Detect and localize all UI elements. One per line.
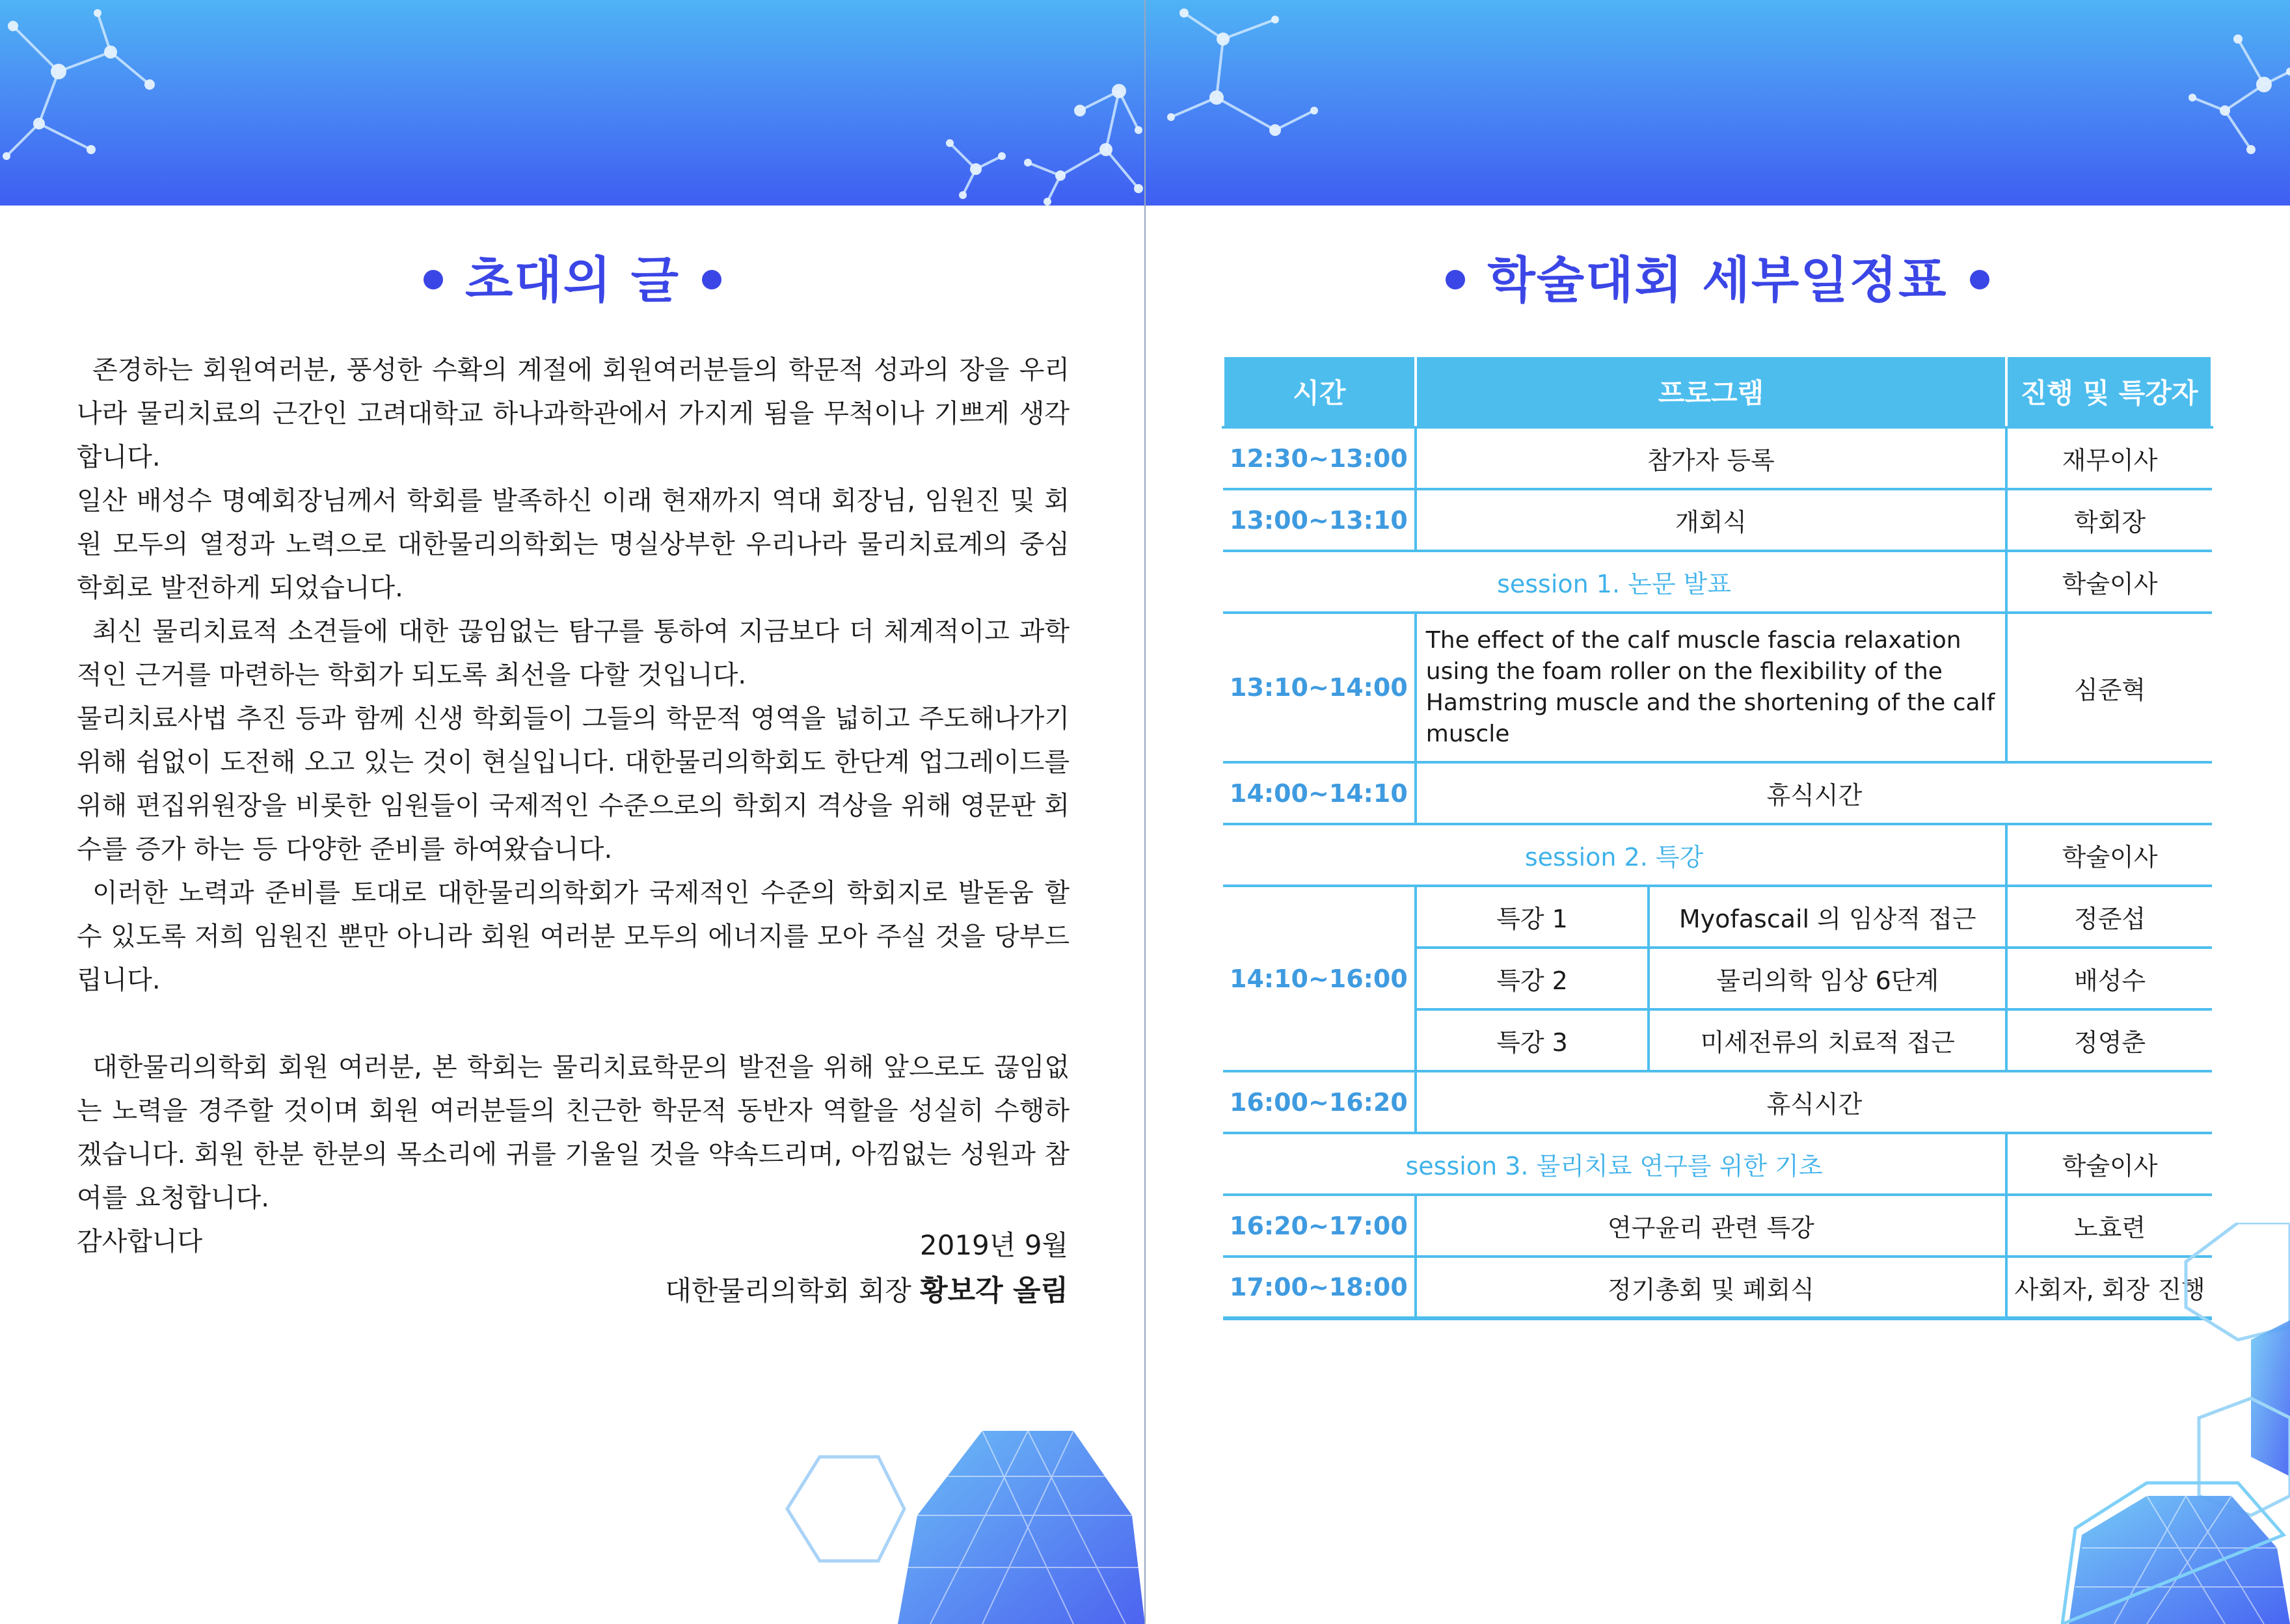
speaker-cell: 정영춘	[2006, 1009, 2212, 1071]
table-row	[1223, 762, 2212, 824]
session-row	[1223, 824, 2212, 886]
header-program: 프로그램	[1416, 356, 2006, 427]
table-row	[1223, 489, 2212, 551]
header-banner	[0, 0, 1145, 206]
speaker-cell: 심준혁	[2006, 613, 2212, 762]
schedule-title: 학술대회 세부일정표	[1145, 241, 2290, 312]
letter-paragraph: 이러한 노력과 준비를 토대로 대한물리의학회가 국제적인 수준의 학회지로 발돋움 할 수 있도록 저희 임원진 뿐만 아니라 회원 여러분 모두의 에너지를 모아 주실 것을 당부드립니다.	[77, 878, 1070, 995]
speaker-cell: 정준섭	[2006, 886, 2212, 948]
bullet-dot-icon	[1446, 270, 1465, 289]
molecule-network-decoration	[1145, 0, 2290, 206]
lecture-topic: 미세전류의 치료적 접근	[1649, 1009, 2006, 1071]
session-row	[1223, 551, 2212, 613]
letter-closing: 감사합니다	[77, 1227, 203, 1257]
bullet-dot-icon	[424, 270, 443, 289]
lecture-topic: 물리의학 임상 6단계	[1649, 948, 2006, 1009]
hexagon-decoration	[768, 1418, 1145, 1624]
right-page	[1145, 0, 2290, 1624]
letter-paragraph: 최신 물리치료적 소견들에 대한 끊임없는 탐구를 통하여 지금보다 더 체계적이고 과학적인 근거를 마련하는 학회가 되도록 최선을 다할 것입니다.	[77, 617, 1070, 690]
time-cell: 14:10~16:00	[1223, 886, 1416, 1071]
letter-paragraph: 존경하는 회원여러분, 풍성한 수확의 계절에 회원여러분들의 학문적 성과의 장을 우리나라 물리치료의 근간인 고려대학교 하나과학관에서 가지게 됨을 무척이나 기쁘게 생각합니다.	[77, 355, 1070, 472]
speaker-cell: 학술이사	[2006, 551, 2212, 613]
session-label: session 3. 물리치료 연구를 위한 기초	[1223, 1133, 2006, 1195]
program-cell: 휴식시간	[1416, 762, 2212, 824]
time-cell: 16:20~17:00	[1223, 1195, 1416, 1257]
lecture-topic: Myofascail 의 임상적 접근	[1649, 886, 2006, 948]
letter-paragraph: 대한물리의학회 회원 여러분, 본 학회는 물리치료학문의 발전을 위해 앞으로도 끊임없는 노력을 경주할 것이며 회원 여러분들의 친근한 학문적 동반자 역할을 성실히 수행하겠습니다. 회원 한분 한분의 목소리에 귀를 기울일 것을 약속드리며, 아낌없는 성원과 참여를 요청합니다.	[77, 1052, 1070, 1213]
program-cell: 참가자 등록	[1416, 427, 2006, 489]
table-header-row	[1223, 356, 2212, 427]
bullet-dot-icon	[702, 270, 721, 289]
page-fold-line	[1144, 0, 1146, 1624]
speaker-cell: 학회장	[2006, 489, 2212, 551]
lecture-number: 특강 3	[1416, 1009, 1649, 1071]
time-cell: 13:00~13:10	[1223, 489, 1416, 551]
lecture-number: 특강 1	[1416, 886, 1649, 948]
session-label: session 2. 특강	[1223, 824, 2006, 886]
signature-date: 2019년 9월	[919, 1229, 1068, 1261]
speaker-cell: 재무이사	[2006, 427, 2212, 489]
program-cell: 휴식시간	[1416, 1071, 2212, 1133]
time-cell: 14:00~14:10	[1223, 762, 1416, 824]
speaker-cell: 학술이사	[2006, 824, 2212, 886]
invitation-letter	[77, 349, 1070, 1264]
session-label: session 1. 논문 발표	[1223, 551, 2006, 613]
table-row	[1223, 427, 2212, 489]
time-cell: 17:00~18:00	[1223, 1257, 1416, 1318]
speaker-cell: 배성수	[2006, 948, 2212, 1009]
signature-block	[665, 1223, 1068, 1314]
lecture-number: 특강 2	[1416, 948, 1649, 1009]
session-row	[1223, 1133, 2212, 1195]
program-cell: 정기총회 및 폐회식	[1416, 1257, 2006, 1318]
time-cell: 13:10~14:00	[1223, 613, 1416, 762]
bullet-dot-icon	[1970, 270, 1989, 289]
speaker-cell: 학술이사	[2006, 1133, 2212, 1195]
letter-paragraph: 일산 배성수 명예회장님께서 학회를 발족하신 이래 현재까지 역대 회장님, 임원진 및 회원 모두의 열정과 노력으로 대한물리의학회는 명실상부한 우리나라 물리치료계의 중심 학회로 발전하게 되었습니다.	[77, 486, 1070, 603]
schedule-table	[1222, 354, 2213, 1320]
letter-paragraph: 물리치료사법 추진 등과 함께 신생 학회들이 그들의 학문적 영역을 넓히고 주도해나가기 위해 쉼없이 도전해 오고 있는 것이 현실입니다. 대한물리의학회도 한단계 업그레이드를 위해 편집위원장을 비롯한 임원들이 국제적인 수준으로의 학회지 격상을 위해 영문판 회수를 증가 하는 등 다양한 준비를 하여왔습니다.	[77, 704, 1070, 864]
speaker-cell: 노효련	[2006, 1195, 2212, 1257]
program-cell: 개회식	[1416, 489, 2006, 551]
signature-title: 대한물리의학회 회장	[665, 1275, 921, 1307]
header-banner	[1145, 0, 2290, 206]
molecule-network-decoration	[0, 0, 1145, 206]
time-cell: 12:30~13:00	[1223, 427, 1416, 489]
hexagon-decoration	[2056, 1223, 2290, 1624]
invitation-title: 초대의 글	[0, 241, 1145, 312]
program-cell: The effect of the calf muscle fascia relaxation using the foam roller on the flexibility of the Hamstring muscle and the shortening of the calf muscle	[1416, 613, 2006, 762]
header-speaker: 진행 및 특강자	[2006, 356, 2212, 427]
speaker-cell: 사회자, 회장 진행	[2006, 1257, 2212, 1318]
program-cell: 연구윤리 관련 특강	[1416, 1195, 2006, 1257]
signature-name: 황보각 올림	[920, 1274, 1068, 1307]
lecture-row	[1223, 886, 2212, 948]
table-row	[1223, 1071, 2212, 1133]
time-cell: 16:00~16:20	[1223, 1071, 1416, 1133]
header-time: 시간	[1223, 356, 1416, 427]
table-row	[1223, 613, 2212, 762]
